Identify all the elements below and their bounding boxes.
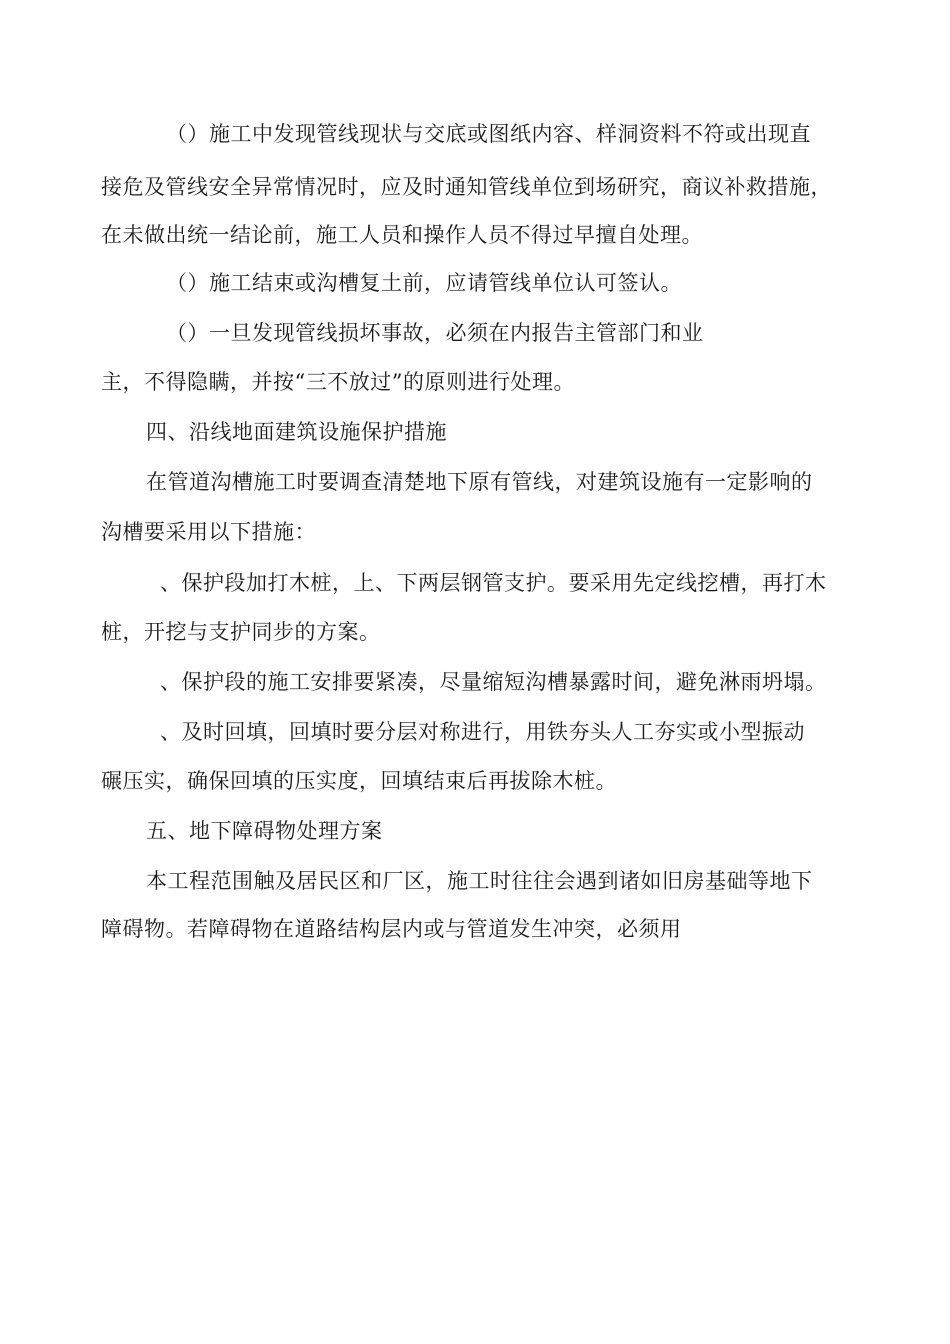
- paragraph-line: 在未做出统一结论前，施工人员和操作人员不得过早擅自处理。: [101, 223, 703, 247]
- list-item-line: 、保护段加打木桩，上、下两层钢管支护。要采用先定线挖槽，再打木: [160, 571, 827, 595]
- list-item-line: 桩，开挖与支护同步的方案。: [101, 620, 381, 644]
- list-item-line: 碾压实，确保回填的压实度，回填结束后再拔除木桩。: [101, 769, 617, 793]
- paragraph-line: 接危及管线安全异常情况时，应及时通知管线单位到场研究，商议补救措施，: [101, 175, 832, 199]
- section-heading: 四、沿线地面建筑设施保护措施: [146, 420, 447, 444]
- paragraph-line: （）施工中发现管线现状与交底或图纸内容、样洞资料不符或出现直: [166, 122, 811, 146]
- list-item-line: 、保护段的施工安排要紧凑，尽量缩短沟槽暴露时间，避免淋雨坍塌。: [160, 670, 827, 694]
- paragraph-line: 沟槽要采用以下措施：: [101, 520, 316, 544]
- paragraph-line: （）施工结束或沟槽复土前，应请管线单位认可签认。: [166, 271, 682, 295]
- section-heading: 五、地下障碍物处理方案: [146, 819, 383, 843]
- paragraph-line: 本工程范围触及居民区和厂区，施工时往往会遇到诸如旧房基础等地下: [146, 869, 813, 893]
- list-item-line: 、及时回填，回填时要分层对称进行，用铁夯头人工夯实或小型振动: [160, 720, 805, 744]
- paragraph-line: 障碍物。若障碍物在道路结构层内或与管道发生冲突，必须用: [101, 917, 682, 941]
- paragraph-line: （）一旦发现管线损坏事故，必须在内报告主管部门和业: [166, 321, 704, 345]
- paragraph-line: 在管道沟槽施工时要调查清楚地下原有管线，对建筑设施有一定影响的: [146, 470, 813, 494]
- paragraph-line: 主，不得隐瞒，并按“三不放过”的原则进行处理。: [101, 370, 575, 394]
